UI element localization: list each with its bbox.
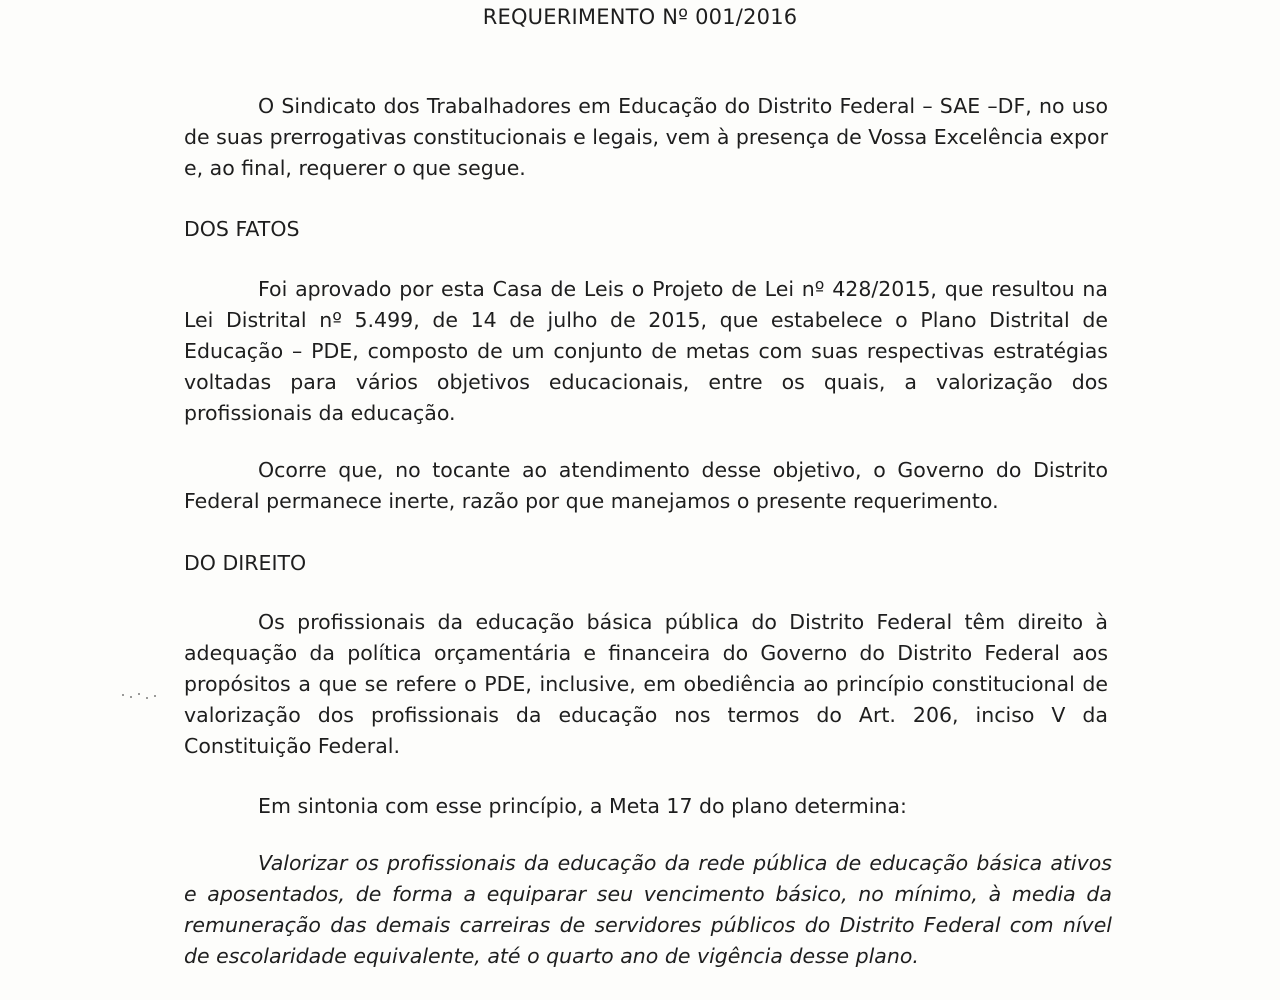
fatos-paragraph-2: Ocorre que, no tocante ao atendimento desse objetivo, o Governo do Distrito Federal permanece inerte, razão por que manejamos o presente requerimento.: [184, 458, 1108, 513]
meta-17-quote: Valorizar os profissionais da educação da rede pública de educação básica ativos e aposentados, de forma a equiparar seu vencimento básico, no mínimo, à media da remuneração das demais carreiras de servidores públicos do Distrito Federal com nível de escolaridade equivalente, até o quarto ano de vigência desse plano.: [184, 851, 1112, 968]
section-heading-direito: DO DIREITO: [184, 551, 307, 575]
section-heading-fatos: DOS FATOS: [184, 217, 300, 241]
scan-speck: [120, 690, 166, 700]
intro-paragraph: O Sindicato dos Trabalhadores em Educação do Distrito Federal – SAE –DF, no uso de suas prerrogativas constitucionais e legais, vem à presença de Vossa Excelência expor e, ao final, requerer o que segue.: [184, 94, 1109, 180]
fatos-paragraph-1: Foi aprovado por esta Casa de Leis o Projeto de Lei nº 428/2015, que resultou na Lei Distrital nº 5.499, de 14 de julho de 2015, que estabelece o Plano Distrital de Educação – PDE, composto de um conjunto de metas com suas respectivas estratégias voltadas para vários objetivos educacionais, entre os quais, a valorização dos profissionais da educação.: [184, 277, 1108, 425]
document-title: REQUERIMENTO Nº 001/2016: [482, 5, 798, 29]
direito-paragraph-1: Os profissionais da educação básica pública do Distrito Federal têm direito à adequação da política orçamentária e financeira do Governo do Distrito Federal aos propósitos a que se refere o PDE, inclusive, em obediência ao princípio constitucional de valorização dos profissionais da educação nos termos do Art. 206, inciso V da Constituição Federal.: [184, 610, 1108, 758]
direito-paragraph-2: Em sintonia com esse princípio, a Meta 17 do plano determina:: [258, 794, 907, 818]
